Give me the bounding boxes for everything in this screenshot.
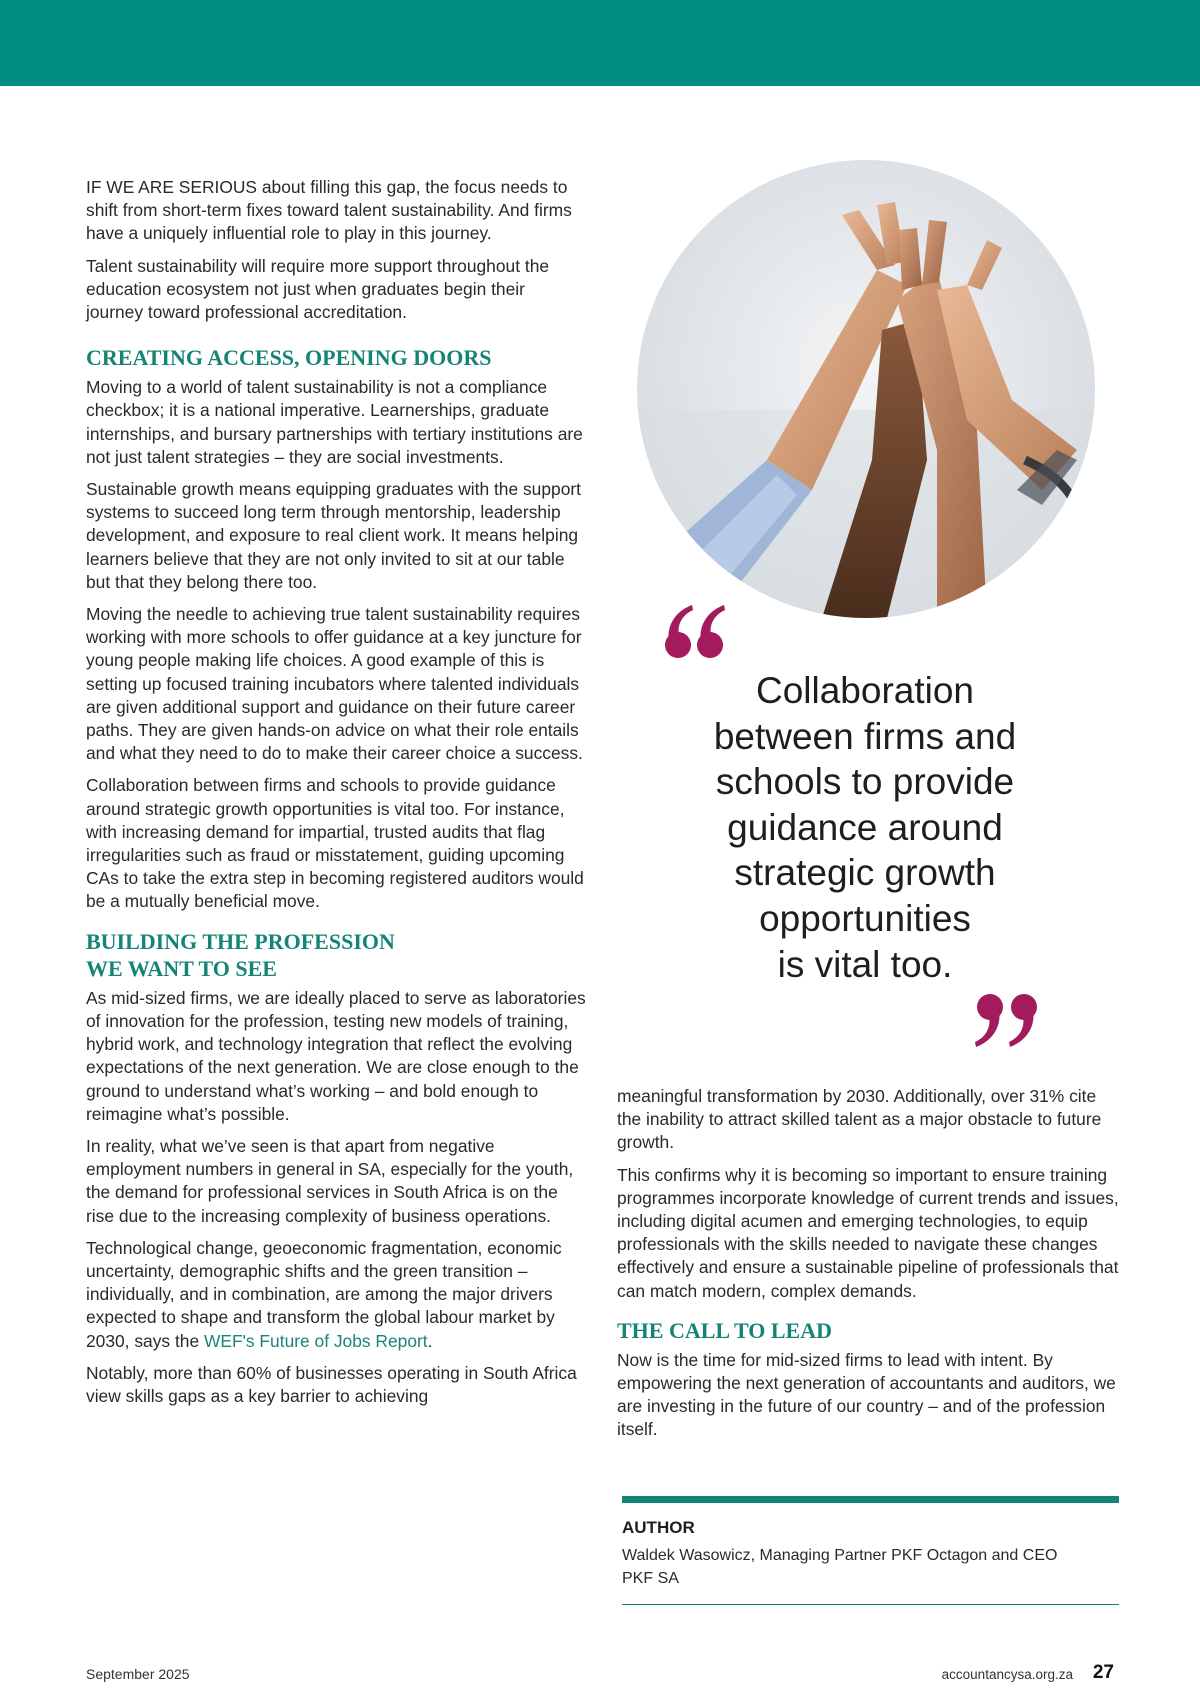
pull-quote-line: opportunities [759,897,971,939]
section-heading-building-profession [86,928,586,982]
left-column [86,176,586,1417]
paragraph: This confirms why it is becoming so important to ensure training programmes incorporate knowledge of current trends and issues, including digital acumen and emerging technologies, to equip professionals with the skills needed to navigate these changes effectively and ensure a sustainable pipeline of professionals that can match modern, complex demands. [617,1164,1119,1301]
paragraph: Sustainable growth means equipping graduates with the support systems to succeed long term through mentorship, leadership development, and exposure to real client work. It means helping learners believe that they are not only invited to sit at our table but that they belong there too. [86,479,581,592]
paragraph-text: . [427,1330,433,1351]
pull-quote-line: between firms and [713,715,1017,757]
paragraph: Notably, more than 60% of businesses operating in South Africa view skills gaps as a key barrier to achieving [86,1362,577,1406]
author-label: AUTHOR [622,1518,695,1537]
top-brand-band [0,0,1200,86]
wef-report-link[interactable]: WEF's Future of Jobs Report [203,1330,428,1351]
pull-quote-line: schools to provide [715,761,1015,803]
author-bottom-rule [622,1604,1119,1605]
paragraph: Collaboration between firms and schools to provide guidance around strategic growth opportunities is vital too. For instance, with increasing demand for impartial, trusted audits that flag irregularities such as fraud or misstatement, guiding upcoming CAs to take the extra step in becoming registered auditors would be a mutually beneficial move. [86,775,584,912]
paragraph: Moving to a world of talent sustainability is not a compliance checkbox; it is a national imperative. Learnerships, graduate internships, and bursary partnerships with tertiary institutions are not just talent strategies – they are social investments. [86,377,583,467]
paragraph-text: Technological change, geoeconomic fragmentation, economic uncertainty, demographic shifts and the green transition – individually, and in combination, are among the major drivers expected to shape and transform the global labour market by 2030, says the [86,1237,562,1351]
right-column [617,1085,1122,1451]
hands-illustration [637,160,1095,618]
paragraph: IF WE ARE SERIOUS about filling this gap, the focus needs to shift from short-term fixes toward talent sustainability. And firms have a uniquely influential role to play in this journey. [86,177,572,244]
heading-line: BUILDING THE PROFESSION [86,928,395,954]
open-quote-glyph [660,595,740,675]
paragraph: Talent sustainability will require more support throughout the education ecosystem not just when graduates begin their journey toward professional accreditation. [86,255,550,323]
pull-quote-line: Collaboration [755,670,975,711]
heading-line: WE WANT TO SEE [86,955,277,981]
footer-date: September 2025 [86,1666,190,1682]
paragraph: As mid-sized firms, we are ideally placed to serve as laboratories of innovation for the profession, testing new models of training, hybrid work, and technology integration that reflect the evolving expectations of the next generation. We are close enough to the ground to understand what’s working – and bold enough to reimagine what’s possible. [86,987,586,1124]
close-quote-icon [968,985,1048,1065]
hands-together-photo [637,160,1095,618]
section-heading-creating-access: CREATING ACCESS, OPENING DOORS [86,345,492,371]
author-top-rule [622,1496,1119,1503]
paragraph: Moving the needle to achieving true talent sustainability requires working with more schools to offer guidance at a key juncture for young people making life choices. A good example of this is setting up focused training incubators where talented individuals are given additional support and guidance on their future career paths. They are given hands-on advice on what their role entails and what they need to do to make their career choice a success. [86,604,583,764]
open-quote-icon [660,595,740,675]
pull-quote-line: is vital too. [777,943,953,985]
paragraph: meaningful transformation by 2030. Additionally, over 31% cite the inability to attract skilled talent as a major obstacle to future growth. [617,1086,1102,1153]
pull-quote-line: strategic growth [734,852,996,894]
footer-website[interactable]: accountancysa.org.za [941,1667,1073,1682]
pull-quote [680,668,1050,987]
paragraph: Now is the time for mid-sized firms to lead with intent. By empowering the next generation of accountants and auditors, we are investing in the future of our country – and of the profession itself. [617,1349,1116,1440]
page-number: 27 [1092,1662,1114,1683]
paragraph: In reality, what we’ve seen is that apart from negative employment numbers in general in SA, especially for the youth, the demand for professional services in South Africa is on the rise due to the increasing complexity of business operations. [86,1135,574,1226]
section-heading-call-to-lead: THE CALL TO LEAD [617,1317,832,1343]
author-bio: Waldek Wasowicz, Managing Partner PKF Octagon and CEO PKF SA [622,1547,1058,1587]
pull-quote-line: guidance around [727,806,1003,848]
close-quote-glyph [968,985,1048,1065]
paragraph [86,1237,586,1353]
